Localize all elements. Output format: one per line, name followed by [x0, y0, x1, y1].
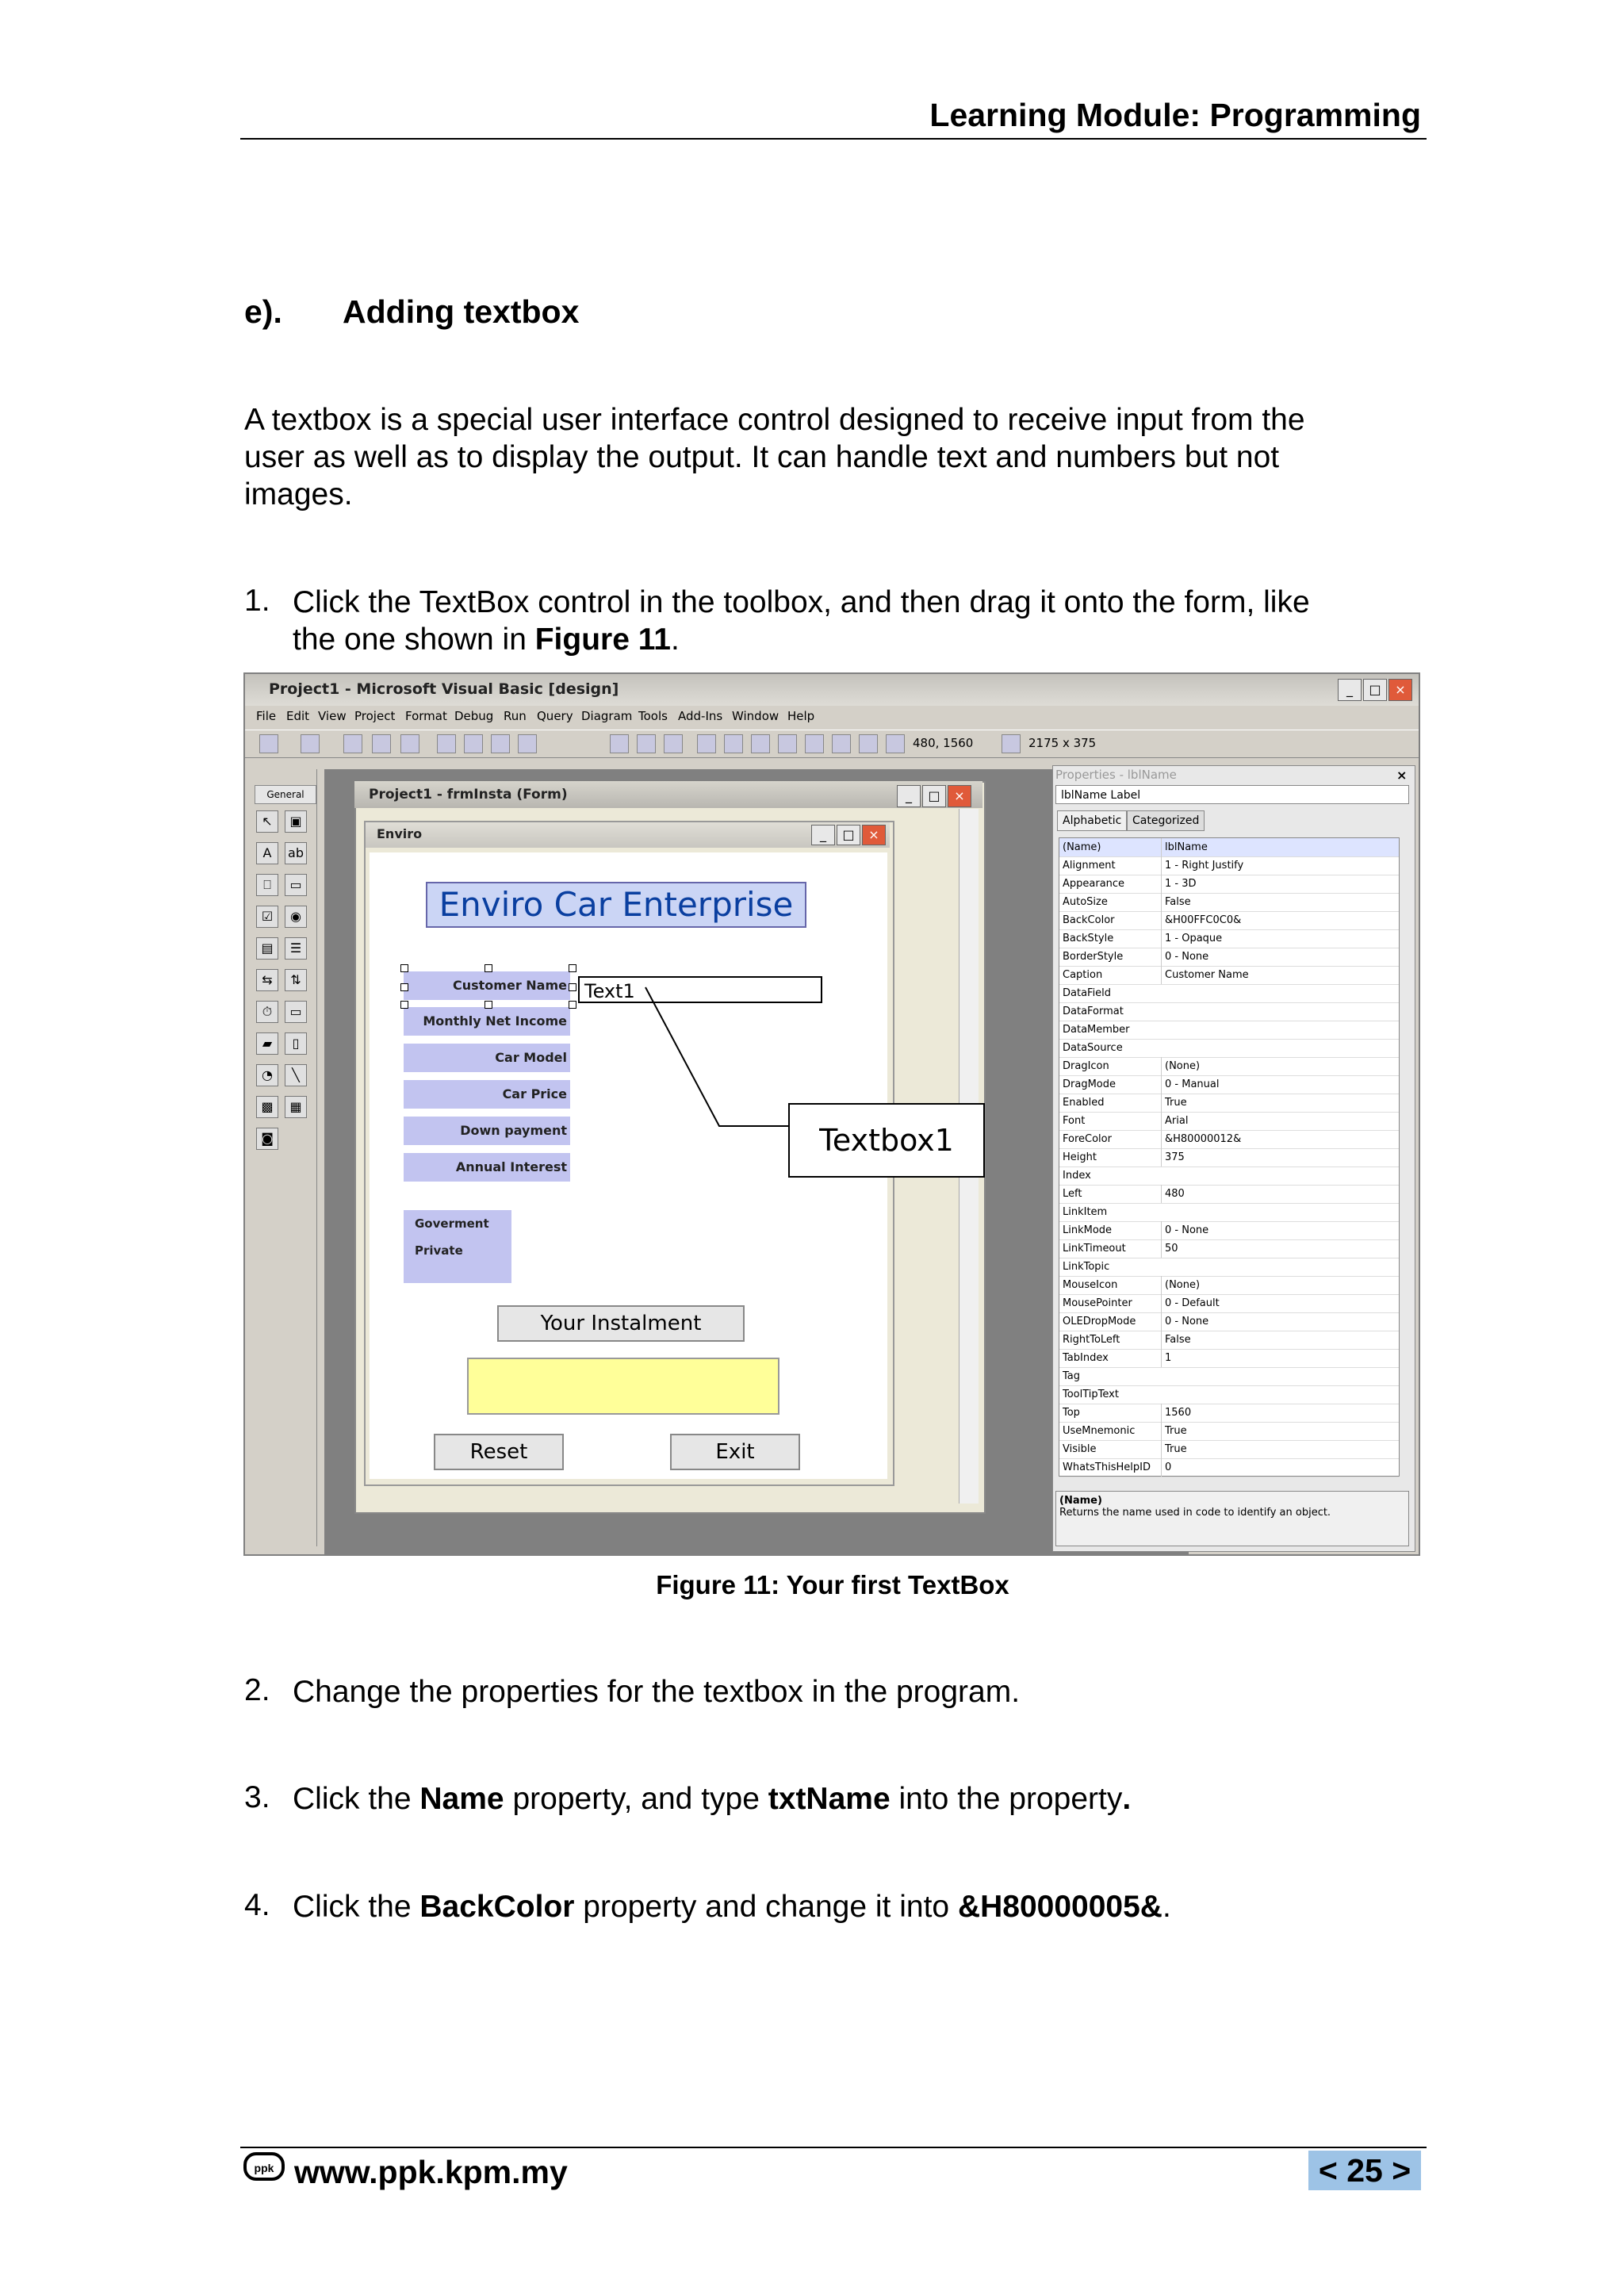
- callout-textbox1: Textbox1: [788, 1103, 985, 1178]
- listbox-tool-icon[interactable]: ☰: [285, 937, 307, 960]
- property-key: Height: [1063, 1151, 1097, 1163]
- form-title: Enviro: [377, 826, 423, 841]
- property-value[interactable]: Arial: [1161, 1112, 1400, 1130]
- property-row[interactable]: [1059, 1258, 1399, 1277]
- property-row[interactable]: [1059, 1440, 1399, 1459]
- close-icon[interactable]: ×: [1388, 679, 1412, 701]
- property-value[interactable]: True: [1161, 1422, 1400, 1440]
- project-minimize-icon[interactable]: _: [897, 785, 921, 807]
- svg-text:ppk: ppk: [254, 2162, 274, 2174]
- intro-line-3: images.: [244, 477, 353, 511]
- property-value[interactable]: 1: [1161, 1349, 1400, 1367]
- pointer-icon[interactable]: ↖: [256, 810, 278, 833]
- menu-run[interactable]: Run: [504, 709, 527, 723]
- property-key: DataField: [1063, 987, 1112, 999]
- property-value[interactable]: (None): [1161, 1057, 1400, 1075]
- property-value[interactable]: 375: [1161, 1148, 1400, 1166]
- project-close-icon[interactable]: ×: [948, 785, 971, 807]
- property-value[interactable]: 1560: [1161, 1404, 1400, 1422]
- frame-tool-icon[interactable]: ⎕: [256, 874, 278, 896]
- ppk-logo-icon: [243, 2151, 285, 2182]
- property-key: LinkTopic: [1063, 1261, 1110, 1273]
- property-row[interactable]: [1059, 1002, 1399, 1021]
- property-key: ForeColor: [1063, 1133, 1112, 1145]
- description-text: Returns the name used in code to identify an object.: [1059, 1507, 1331, 1519]
- property-key: LinkMode: [1063, 1224, 1113, 1236]
- property-key: Visible: [1063, 1443, 1097, 1455]
- property-value[interactable]: (None): [1161, 1276, 1400, 1294]
- step-1-line-2: the one shown in Figure 11.: [293, 623, 680, 657]
- property-row[interactable]: [1059, 1057, 1399, 1076]
- picturebox-icon[interactable]: ▣: [285, 810, 307, 833]
- property-row[interactable]: [1059, 1367, 1399, 1386]
- vb-ide-screenshot: [243, 672, 1420, 1556]
- property-row[interactable]: [1059, 1021, 1399, 1040]
- size-readout: 2175 x 375: [1028, 736, 1097, 750]
- property-key: DragMode: [1063, 1078, 1116, 1090]
- form-minimize-icon[interactable]: _: [811, 825, 835, 845]
- property-key: BackColor: [1063, 914, 1115, 926]
- label-annual-interest[interactable]: Annual Interest: [404, 1153, 570, 1182]
- menu-project[interactable]: Project: [354, 709, 396, 723]
- label-car-price[interactable]: Car Price: [404, 1080, 570, 1109]
- property-row[interactable]: [1059, 1422, 1399, 1441]
- property-value[interactable]: 0: [1161, 1458, 1400, 1477]
- footer-rule: [240, 2147, 1427, 2148]
- property-row[interactable]: [1059, 1312, 1399, 1331]
- property-key: DataMember: [1063, 1024, 1130, 1036]
- optionbutton-tool-icon[interactable]: ◉: [285, 906, 307, 928]
- property-key: MouseIcon: [1063, 1279, 1118, 1291]
- instalment-output: [467, 1358, 779, 1415]
- property-key: Alignment: [1063, 860, 1116, 872]
- enviro-banner: Enviro Car Enterprise: [426, 882, 806, 928]
- image-tool-icon[interactable]: ▩: [256, 1096, 278, 1118]
- hscroll-tool-icon[interactable]: ⇆: [256, 969, 278, 991]
- property-key: OLEDropMode: [1063, 1316, 1136, 1327]
- intro-line-1: A textbox is a special user interface control designed to receive input from the: [244, 403, 1305, 437]
- toolbox-general-tab[interactable]: General: [255, 785, 316, 804]
- property-key: LinkItem: [1063, 1206, 1108, 1218]
- maximize-icon[interactable]: □: [1363, 679, 1387, 701]
- properties-object-combo[interactable]: lblName Label: [1055, 785, 1409, 804]
- minimize-icon[interactable]: _: [1338, 679, 1362, 701]
- tab-alphabetic[interactable]: Alphabetic: [1057, 810, 1127, 831]
- label-car-model[interactable]: Car Model: [404, 1044, 570, 1072]
- dirlistbox-tool-icon[interactable]: ▰: [256, 1032, 278, 1055]
- property-key: Font: [1063, 1115, 1086, 1127]
- label-tool-icon[interactable]: A: [256, 842, 278, 864]
- exit-button[interactable]: Exit: [670, 1434, 800, 1470]
- menu-tools[interactable]: Tools: [638, 709, 668, 723]
- menu-help[interactable]: Help: [787, 709, 815, 723]
- project-window-title: Project1 - frmInsta (Form): [369, 787, 568, 803]
- form-maximize-icon[interactable]: □: [837, 825, 860, 845]
- project-maximize-icon[interactable]: □: [922, 785, 946, 807]
- property-value[interactable]: Customer Name: [1161, 966, 1400, 984]
- property-key: Index: [1063, 1170, 1091, 1182]
- step-3-number: 3.: [244, 1780, 270, 1814]
- property-value[interactable]: 1 - 3D: [1161, 875, 1400, 893]
- property-key: BorderStyle: [1063, 951, 1124, 963]
- property-row[interactable]: [1059, 856, 1399, 875]
- shape-tool-icon[interactable]: ◔: [256, 1064, 278, 1086]
- property-key: Top: [1063, 1407, 1080, 1419]
- property-key: Caption: [1063, 969, 1103, 981]
- property-row[interactable]: [1059, 1185, 1399, 1204]
- property-row[interactable]: [1059, 966, 1399, 985]
- property-row[interactable]: [1059, 1112, 1399, 1131]
- checkbox-tool-icon[interactable]: ☑: [256, 906, 278, 928]
- property-row[interactable]: [1059, 1221, 1399, 1240]
- property-row[interactable]: [1059, 911, 1399, 930]
- your-instalment-button[interactable]: Your Instalment: [497, 1305, 745, 1342]
- menu-addins[interactable]: Add-Ins: [678, 709, 723, 723]
- property-key: DragIcon: [1063, 1060, 1109, 1072]
- ide-title: Project1 - Microsoft Visual Basic [design]: [269, 680, 619, 698]
- property-row[interactable]: [1059, 1148, 1399, 1167]
- filelistbox-tool-icon[interactable]: ▯: [285, 1032, 307, 1055]
- property-key: AutoSize: [1063, 896, 1108, 908]
- property-value[interactable]: &H00FFC0C0&: [1161, 911, 1400, 929]
- property-key: MousePointer: [1063, 1297, 1132, 1309]
- step-3-text: Click the Name property, and type txtName into the property.: [293, 1782, 1132, 1816]
- property-row[interactable]: [1059, 1094, 1399, 1113]
- label-monthly-net-income[interactable]: Monthly Net Income: [404, 1007, 570, 1036]
- property-key: Left: [1063, 1188, 1082, 1200]
- combobox-tool-icon[interactable]: ▤: [256, 937, 278, 960]
- page-number: < 25 >: [1308, 2151, 1421, 2190]
- property-row[interactable]: [1059, 1276, 1399, 1295]
- commandbutton-tool-icon[interactable]: ▭: [285, 874, 307, 896]
- menu-query[interactable]: Query: [537, 709, 573, 723]
- property-row[interactable]: [1059, 929, 1399, 948]
- menu-edit[interactable]: Edit: [286, 709, 310, 723]
- menu-diagram[interactable]: Diagram: [581, 709, 633, 723]
- property-value[interactable]: False: [1161, 893, 1400, 911]
- property-value[interactable]: 1 - Opaque: [1161, 929, 1400, 948]
- section-title: Adding textbox: [343, 293, 580, 330]
- section-number: e).: [244, 293, 282, 330]
- step-2-number: 2.: [244, 1673, 270, 1707]
- property-key: WhatsThisHelpID: [1063, 1461, 1151, 1473]
- property-key: DataSource: [1063, 1042, 1123, 1054]
- property-key: Appearance: [1063, 878, 1125, 890]
- option-private[interactable]: Private: [415, 1243, 463, 1258]
- property-value[interactable]: 0 - Default: [1161, 1294, 1400, 1312]
- form-close-icon[interactable]: ×: [862, 825, 886, 845]
- menu-view[interactable]: View: [318, 709, 347, 723]
- vscroll-tool-icon[interactable]: ⇅: [285, 969, 307, 991]
- property-value[interactable]: 0 - None: [1161, 1312, 1400, 1331]
- property-value[interactable]: 0 - Manual: [1161, 1075, 1400, 1094]
- menu-file[interactable]: File: [256, 709, 277, 723]
- property-row[interactable]: [1059, 838, 1399, 857]
- position-readout: 480, 1560: [913, 736, 974, 750]
- properties-title: Properties - lblName: [1055, 768, 1177, 782]
- property-key: (Name): [1063, 841, 1101, 853]
- line-tool-icon[interactable]: ╲: [285, 1064, 307, 1086]
- property-key: RightToLeft: [1063, 1334, 1120, 1346]
- property-key: ToolTipText: [1063, 1389, 1119, 1400]
- text1-textbox[interactable]: Text1: [578, 976, 822, 1003]
- property-value[interactable]: True: [1161, 1094, 1400, 1112]
- property-row[interactable]: [1059, 1039, 1399, 1058]
- menu-window[interactable]: Window: [732, 709, 779, 723]
- property-value[interactable]: 1 - Right Justify: [1161, 856, 1400, 875]
- figure-caption: Figure 11: Your first TextBox: [656, 1570, 1009, 1599]
- property-row[interactable]: [1059, 1239, 1399, 1258]
- textbox-tool-icon[interactable]: ab: [285, 842, 307, 864]
- property-key: UseMnemonic: [1063, 1425, 1136, 1437]
- step-4-text: Click the BackColor property and change it into &H80000005&.: [293, 1890, 1171, 1924]
- ole-tool-icon[interactable]: ◙: [256, 1128, 278, 1150]
- header-rule: [240, 138, 1427, 140]
- property-grid: [1059, 837, 1400, 1477]
- property-value[interactable]: False: [1161, 1331, 1400, 1349]
- menu-debug[interactable]: Debug: [454, 709, 494, 723]
- property-value[interactable]: 480: [1161, 1185, 1400, 1203]
- property-row[interactable]: [1059, 875, 1399, 894]
- label-customer-name[interactable]: Customer Name: [404, 971, 570, 1000]
- property-description: [1055, 1491, 1409, 1546]
- step-1-number: 1.: [244, 584, 270, 618]
- footer-url[interactable]: www.ppk.kpm.my: [294, 2154, 568, 2190]
- property-value[interactable]: 0 - None: [1161, 1221, 1400, 1239]
- property-key: TabIndex: [1063, 1352, 1109, 1364]
- property-row[interactable]: [1059, 1385, 1399, 1404]
- property-row[interactable]: [1059, 1203, 1399, 1222]
- property-key: LinkTimeout: [1063, 1243, 1126, 1255]
- header-title: Learning Module: Programming: [929, 97, 1421, 133]
- property-row[interactable]: [1059, 1130, 1399, 1149]
- menu-format[interactable]: Format: [405, 709, 447, 723]
- property-value[interactable]: True: [1161, 1440, 1400, 1458]
- step-1-line-1: Click the TextBox control in the toolbox, and then drag it onto the form, like: [293, 585, 1310, 619]
- property-row[interactable]: [1059, 1458, 1399, 1477]
- option-goverment[interactable]: Goverment: [415, 1216, 489, 1231]
- property-row[interactable]: [1059, 1075, 1399, 1094]
- property-key: BackStyle: [1063, 933, 1114, 944]
- drivelistbox-tool-icon[interactable]: ▭: [285, 1001, 307, 1023]
- data-tool-icon[interactable]: ▦: [285, 1096, 307, 1118]
- tab-categorized[interactable]: Categorized: [1127, 810, 1205, 831]
- property-row[interactable]: [1059, 984, 1399, 1003]
- property-row[interactable]: [1059, 1166, 1399, 1186]
- property-key: DataFormat: [1063, 1006, 1124, 1017]
- property-row[interactable]: [1059, 1349, 1399, 1368]
- step-4-number: 4.: [244, 1888, 270, 1922]
- property-row[interactable]: [1059, 893, 1399, 912]
- description-title: (Name): [1059, 1495, 1102, 1507]
- property-value[interactable]: lblName: [1161, 838, 1400, 856]
- property-row[interactable]: [1059, 1331, 1399, 1350]
- property-value[interactable]: &H80000012&: [1161, 1130, 1400, 1148]
- step-2-text: Change the properties for the textbox in the program.: [293, 1675, 1021, 1709]
- property-key: Enabled: [1063, 1097, 1105, 1109]
- label-down-payment[interactable]: Down payment: [404, 1117, 570, 1145]
- property-key: Tag: [1063, 1370, 1081, 1382]
- property-row[interactable]: [1059, 1294, 1399, 1313]
- property-value[interactable]: 50: [1161, 1239, 1400, 1258]
- timer-tool-icon[interactable]: ⏱: [256, 1001, 278, 1023]
- intro-line-2: user as well as to display the output. It can handle text and numbers but not: [244, 440, 1280, 474]
- property-value[interactable]: 0 - None: [1161, 948, 1400, 966]
- property-row[interactable]: [1059, 1404, 1399, 1423]
- reset-button[interactable]: Reset: [434, 1434, 564, 1470]
- property-row[interactable]: [1059, 948, 1399, 967]
- properties-close-icon[interactable]: ×: [1396, 768, 1408, 783]
